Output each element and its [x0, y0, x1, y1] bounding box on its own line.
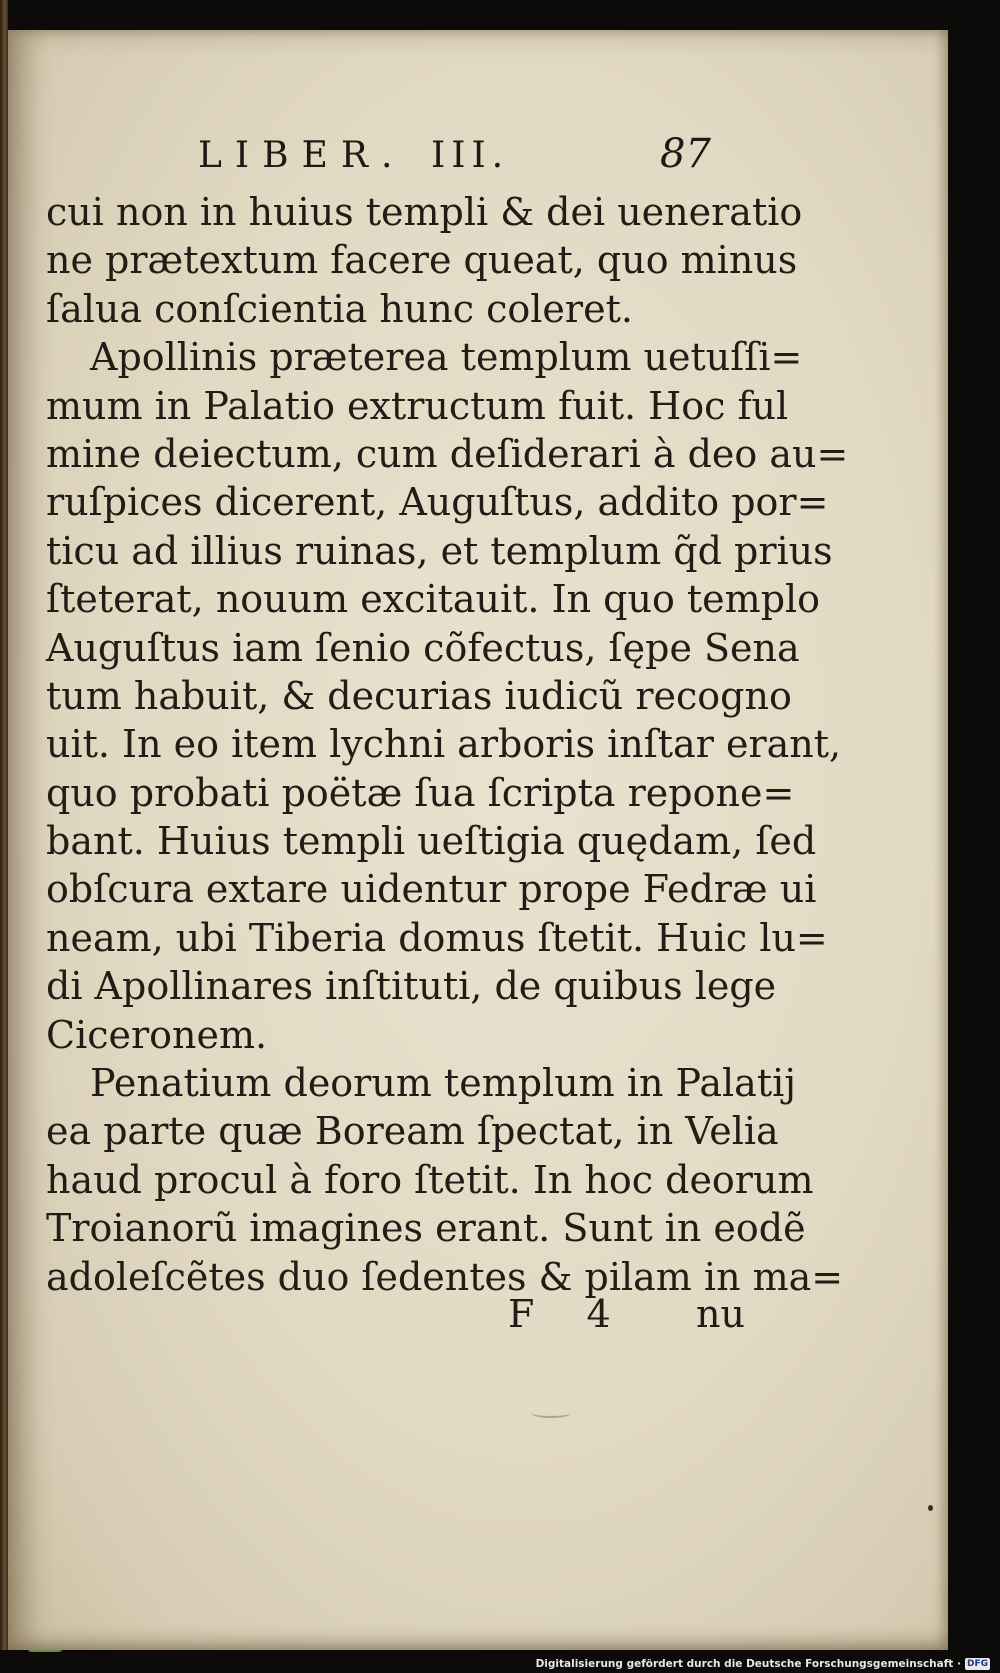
- digitization-notice: [536, 1656, 990, 1672]
- catchword: nu: [696, 1292, 745, 1336]
- text-line: ſteterat, nouum excitauit. In quo templo: [46, 577, 821, 622]
- text-line: neam, ubi Tiberia domus ſtetit. Huic lu=: [46, 915, 828, 960]
- text-line: Auguſtus iam ſenio cõfectus, ſępe Sena: [46, 625, 800, 670]
- page-header: [198, 131, 738, 195]
- text-line: ne prætextum facere queat, quo minus: [46, 238, 798, 283]
- text-line: cui non in huius templi & dei ueneratio: [46, 190, 803, 234]
- running-title: LIBER.: [198, 135, 406, 176]
- dfg-logo: DFG: [966, 1659, 988, 1669]
- text-line: ſalua conſcientia hunc coleret.: [46, 286, 633, 331]
- page-stain: [928, 1505, 933, 1511]
- text-line: mine deiectum, cum deſiderari à deo au=: [46, 431, 849, 476]
- text-line: obſcura extare uidentur prope Fedræ ui: [46, 867, 817, 912]
- text-line: mum in Palatio extructum fuit. Hoc ful: [46, 383, 789, 428]
- text-line: ea parte quæ Boream ſpectat, in Velia: [46, 1109, 779, 1154]
- text-line: Penatium deorum templum in Palatij: [90, 1061, 797, 1106]
- book-page: [8, 30, 948, 1650]
- text-line: uit. In eo item lychni arboris inſtar erant,: [46, 722, 842, 767]
- ink-mark: [531, 1408, 571, 1418]
- text-line: tum habuit, & decurias iudicũ recogno: [46, 673, 792, 718]
- text-line: di Apollinares inſtituti, de quibus lege: [46, 964, 777, 1009]
- signature-mark: F 4: [508, 1292, 631, 1336]
- folio-number: 87: [660, 131, 711, 177]
- body-text: [46, 188, 849, 1301]
- text-line: ticu ad illius ruinas, et templum q̃d prius: [46, 528, 833, 573]
- text-line: ruſpices dicerent, Auguſtus, addito por=: [46, 480, 829, 525]
- text-line: haud procul à foro ſtetit. In hoc deorum: [46, 1157, 814, 1202]
- text-line: quo probati poëtæ ſua ſcripta repone=: [46, 770, 795, 815]
- text-line: Troianorũ imagines erant. Sunt in eodẽ: [46, 1206, 806, 1251]
- digitization-notice-text: Digitalisierung gefördert durch die Deutsche Forschungsgemeinschaft ·: [535, 1658, 961, 1670]
- text-line: Ciceronem.: [46, 1012, 268, 1057]
- book-edge: [0, 0, 8, 1650]
- text-line: Apollinis præterea templum uetuſſi=: [90, 335, 803, 380]
- text-line: bant. Huius templi ueſtigia quędam, ſed: [46, 819, 817, 864]
- page-footer: [8, 1292, 948, 1352]
- book-number: III.: [431, 135, 510, 176]
- text-line: adoleſcẽtes duo ſedentes & pilam in ma=: [46, 1254, 844, 1299]
